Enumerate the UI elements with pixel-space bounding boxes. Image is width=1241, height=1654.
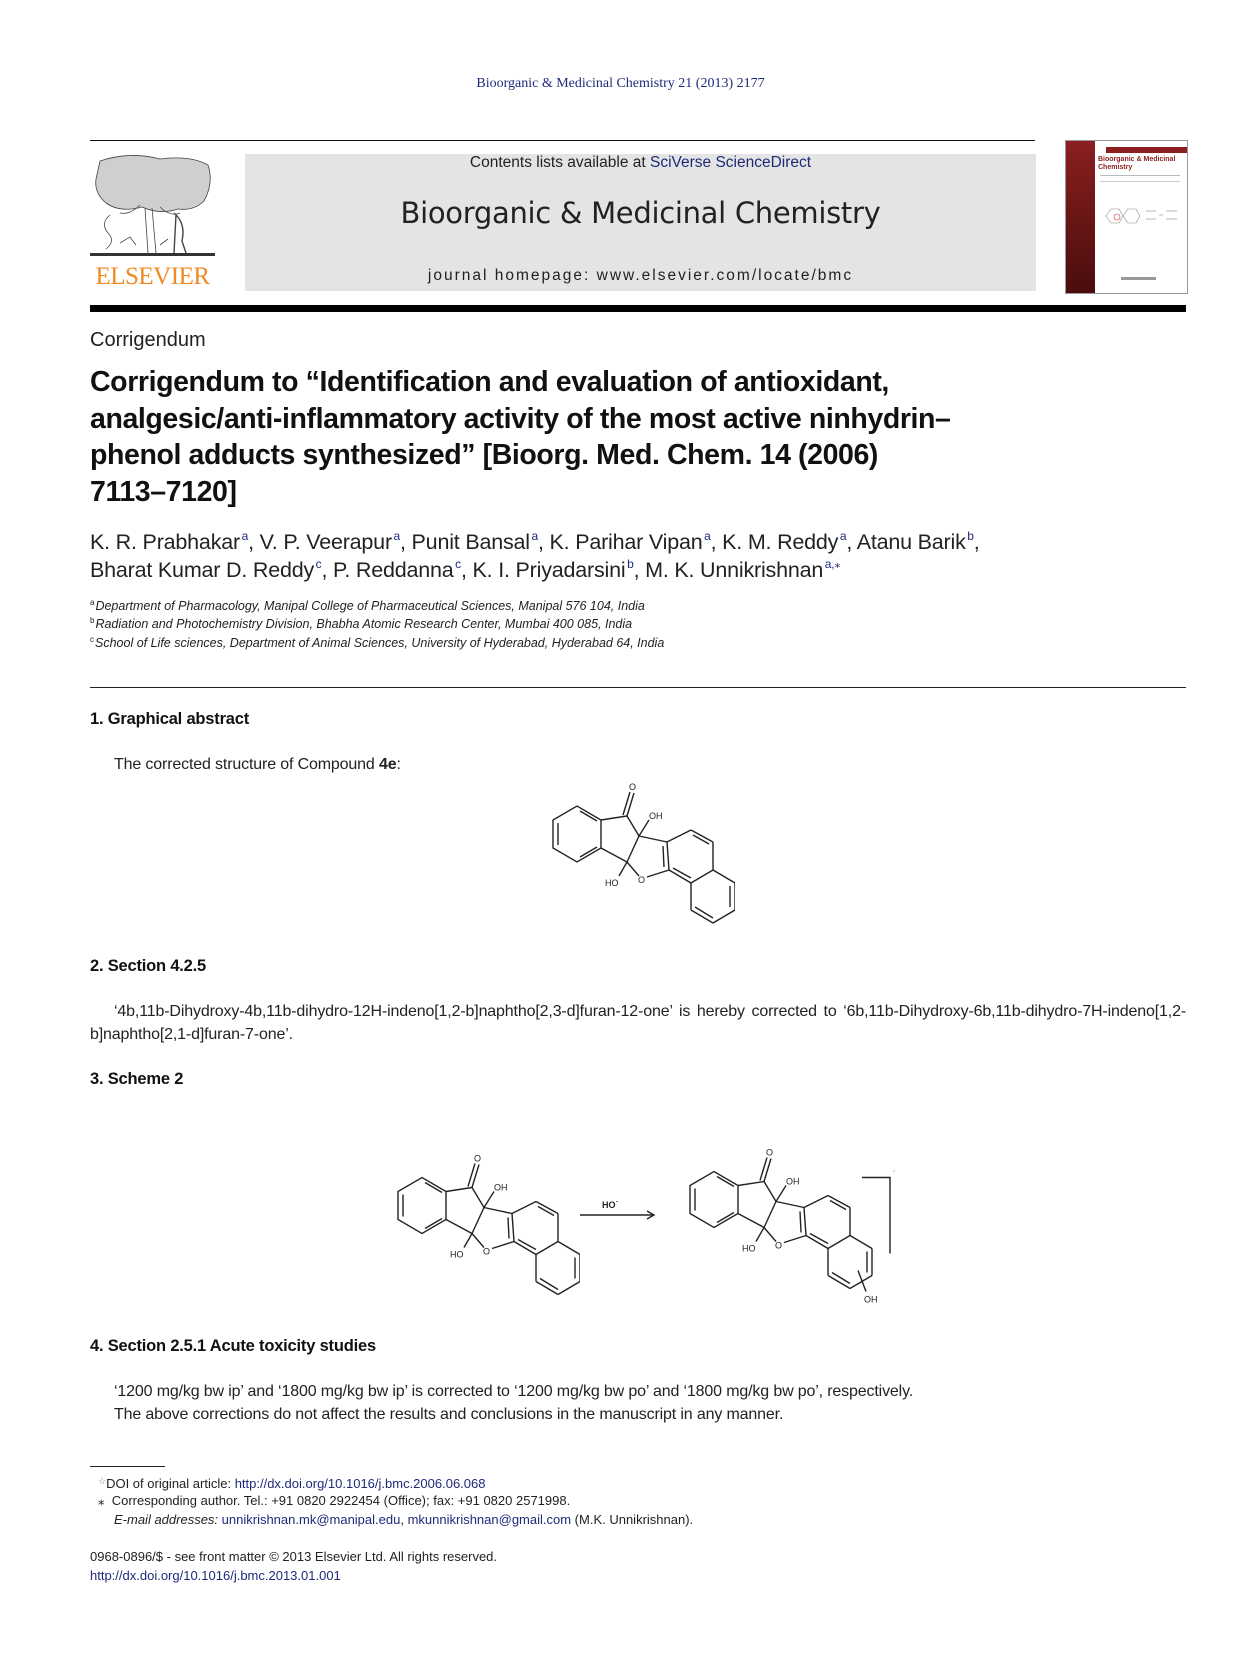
oh-label: OH (649, 811, 663, 821)
section-4-2-5-text: ‘4b,11b-Dihydroxy-4b,11b-dihydro-12H-indeno[1,2-b]naphtho[2,3-d]furan-12-one’ is hereby corrected to ‘6b,11b-Dihydroxy-6b,11b-dihydro-7H-indeno[1,2-b]naphtho[2,1-d]furan-7-one’. (90, 1003, 1186, 1043)
scheme-2-reactant-structure (380, 1150, 580, 1298)
affiliation-ref[interactable]: a (241, 529, 249, 543)
footnote-corresponding: ⁎ Corresponding author. Tel.: +91 0820 2922454 (Office); fax: +91 0820 2571998. (98, 1493, 571, 1508)
cover-molecule-icon (1101, 201, 1181, 231)
star-icon: ☆ (98, 1476, 107, 1486)
cover-spine (1066, 141, 1095, 293)
affiliation-ref[interactable]: a,⁎ (824, 557, 841, 571)
elsevier-tree-icon (90, 153, 215, 263)
section-divider (90, 687, 1186, 688)
journal-title: Bioorganic & Medicinal Chemistry (400, 196, 881, 230)
author[interactable]: Bharat Kumar D. Reddy (90, 558, 315, 582)
affiliations (90, 597, 664, 652)
ring-oxygen-label: O (638, 875, 646, 885)
affiliation-c: $^c$School of Life sciences, Department of Animal Sciences, University of Hyderabad, Hyderabad 64, India (90, 634, 665, 650)
author[interactable]: Atanu Barik (856, 530, 966, 554)
section-heading-2-5-1: 4. Section 2.5.1 Acute toxicity studies (90, 1337, 376, 1355)
section-2-5-1-text: ‘1200 mg/kg bw ip’ and ‘1800 mg/kg bw ip’ is corrected to ‘1200 mg/kg bw po’ and ‘1800 mg/kg bw po’, respectively. The above corrections do not affect the results and conclusions in the manuscript in any manner. (114, 1383, 914, 1423)
section-heading-graphical-abstract: 1. Graphical abstract (90, 710, 250, 728)
author-list (90, 528, 1190, 584)
footnote-emails: E-mail addresses: unnikrishnan.mk@manipal.edu, mkunnikrishnan@gmail.com (M.K. Unnikrishnan). (114, 1512, 694, 1527)
footnote-doi: ☆DOI of original article: http://dx.doi.org/10.1016/j.bmc.2006.06.068 (98, 1476, 486, 1491)
elsevier-wordmark: ELSEVIER (95, 263, 210, 290)
svg-text:OH: OH (494, 1182, 508, 1193)
email-link-gmail[interactable]: mkunnikrishnan@gmail.com (407, 1512, 572, 1527)
affiliation-ref[interactable]: c (455, 557, 461, 571)
svg-text:OH: OH (786, 1176, 800, 1187)
affiliation-ref[interactable]: a (393, 529, 400, 543)
radical-dot: ˙ (893, 1169, 896, 1180)
footnote-rule (90, 1466, 165, 1467)
svg-text:O: O (775, 1240, 783, 1251)
graphical-abstract-text: The corrected structure of Compound 4e: (114, 756, 401, 773)
molecule-bonds (553, 792, 735, 923)
header-top-rule (90, 140, 1035, 141)
section-heading-scheme-2: 3. Scheme 2 (90, 1070, 184, 1088)
carbonyl-o-label: O (629, 782, 637, 792)
compound-4e-structure (535, 780, 735, 925)
reaction-arrow-icon (578, 1195, 658, 1225)
section-heading-4-2-5: 2. Section 4.2.5 (90, 957, 207, 975)
author-line-1: K. R. Prabhakar $^a$, V. P. Veerapur $^a$, Punit Bansal $^a$, K. Parihar Vipan $^a$, K. M. Reddy $^a$, Atanu Barik $^b$, (90, 529, 980, 554)
affiliation-ref[interactable]: c (315, 557, 322, 571)
affiliation-ref[interactable]: b (627, 557, 634, 571)
author[interactable]: K. Parihar Vipan (549, 530, 703, 554)
scheme-2-product-structure (672, 1143, 922, 1308)
affiliation-ref[interactable]: a (839, 529, 847, 543)
cover-bar (1106, 147, 1187, 153)
copyright-line: 0968-0896/$ - see front matter © 2013 Elsevier Ltd. All rights reserved. (90, 1549, 498, 1564)
article-type: Corrigendum (90, 329, 206, 351)
svg-text:O: O (483, 1246, 491, 1257)
affiliation-b: $^b$Radiation and Photochemistry Division, Bhabha Atomic Research Center, Mumbai 400 085, India (90, 616, 633, 632)
journal-homepage: journal homepage: www.elsevier.com/locate/bmc (427, 267, 854, 284)
author[interactable]: K. R. Prabhakar (90, 530, 240, 554)
sciencedirect-link[interactable]: SciVerse ScienceDirect (649, 154, 812, 171)
author[interactable]: K. I. Priyadarsini (472, 558, 626, 582)
homepage-link[interactable]: www.elsevier.com/locate/bmc (596, 267, 854, 284)
affiliation-ref[interactable]: a (704, 529, 711, 543)
journal-banner (245, 154, 1036, 291)
elsevier-logo (90, 153, 215, 293)
author[interactable]: M. K. Unnikrishnan (645, 558, 824, 582)
cover-title: Bioorganic & Medicinal Chemistry (1098, 156, 1176, 171)
email-link-manipal[interactable]: unnikrishnan.mk@manipal.edu (221, 1512, 401, 1527)
affiliation-ref[interactable]: b (967, 529, 974, 543)
ho-label: HO (605, 878, 619, 888)
svg-text:HO: HO (450, 1249, 464, 1260)
header-bottom-rule (90, 305, 1186, 312)
cover-subtitle (1100, 175, 1180, 182)
article-doi-link[interactable]: http://dx.doi.org/10.1016/j.bmc.2013.01.001 (90, 1568, 341, 1583)
article-title: Corrigendum to “Identification and evaluation of antioxidant, analgesic/anti-inflammatory activity of the most active ninhydrin– phenol adducts synthesized” [Bioorg. Med. Chem. 14 (2006) 7113–7120] (90, 366, 951, 508)
asterisk-icon: ⁎ (98, 1493, 105, 1508)
journal-cover-thumbnail[interactable] (1065, 140, 1188, 294)
affiliation-ref[interactable]: a (531, 529, 538, 543)
product-oh-label: OH (864, 1294, 878, 1305)
contents-line: Contents lists available at SciVerse ScienceDirect (469, 154, 812, 171)
author[interactable]: K. M. Reddy (722, 530, 839, 554)
copyright-block (90, 1547, 497, 1585)
svg-text:O: O (474, 1153, 482, 1164)
author-line-2: Bharat Kumar D. Reddy $^c$, P. Reddanna $^c$, K. I. Priyadarsini $^b$, M. K. Unnikrishnan $^{a,⁎}$ (90, 557, 841, 582)
author[interactable]: P. Reddanna (333, 558, 454, 582)
affiliation-a: $^a$Department of Pharmacology, Manipal College of Pharmaceutical Sciences, Manipal 576 104, India (90, 598, 645, 613)
journal-citation[interactable]: Bioorganic & Medicinal Chemistry 21 (2013) 2177 (476, 76, 765, 91)
author[interactable]: Punit Bansal (411, 530, 530, 554)
arrow-reagent-label: HO˙ (602, 1200, 619, 1210)
original-doi-link[interactable]: http://dx.doi.org/10.1016/j.bmc.2006.06.068 (234, 1476, 486, 1491)
compound-ref: 4e (378, 756, 397, 773)
cover-footer (1121, 277, 1156, 280)
author[interactable]: V. P. Veerapur (259, 530, 392, 554)
svg-text:HO: HO (742, 1243, 756, 1254)
svg-text:O: O (766, 1147, 774, 1158)
